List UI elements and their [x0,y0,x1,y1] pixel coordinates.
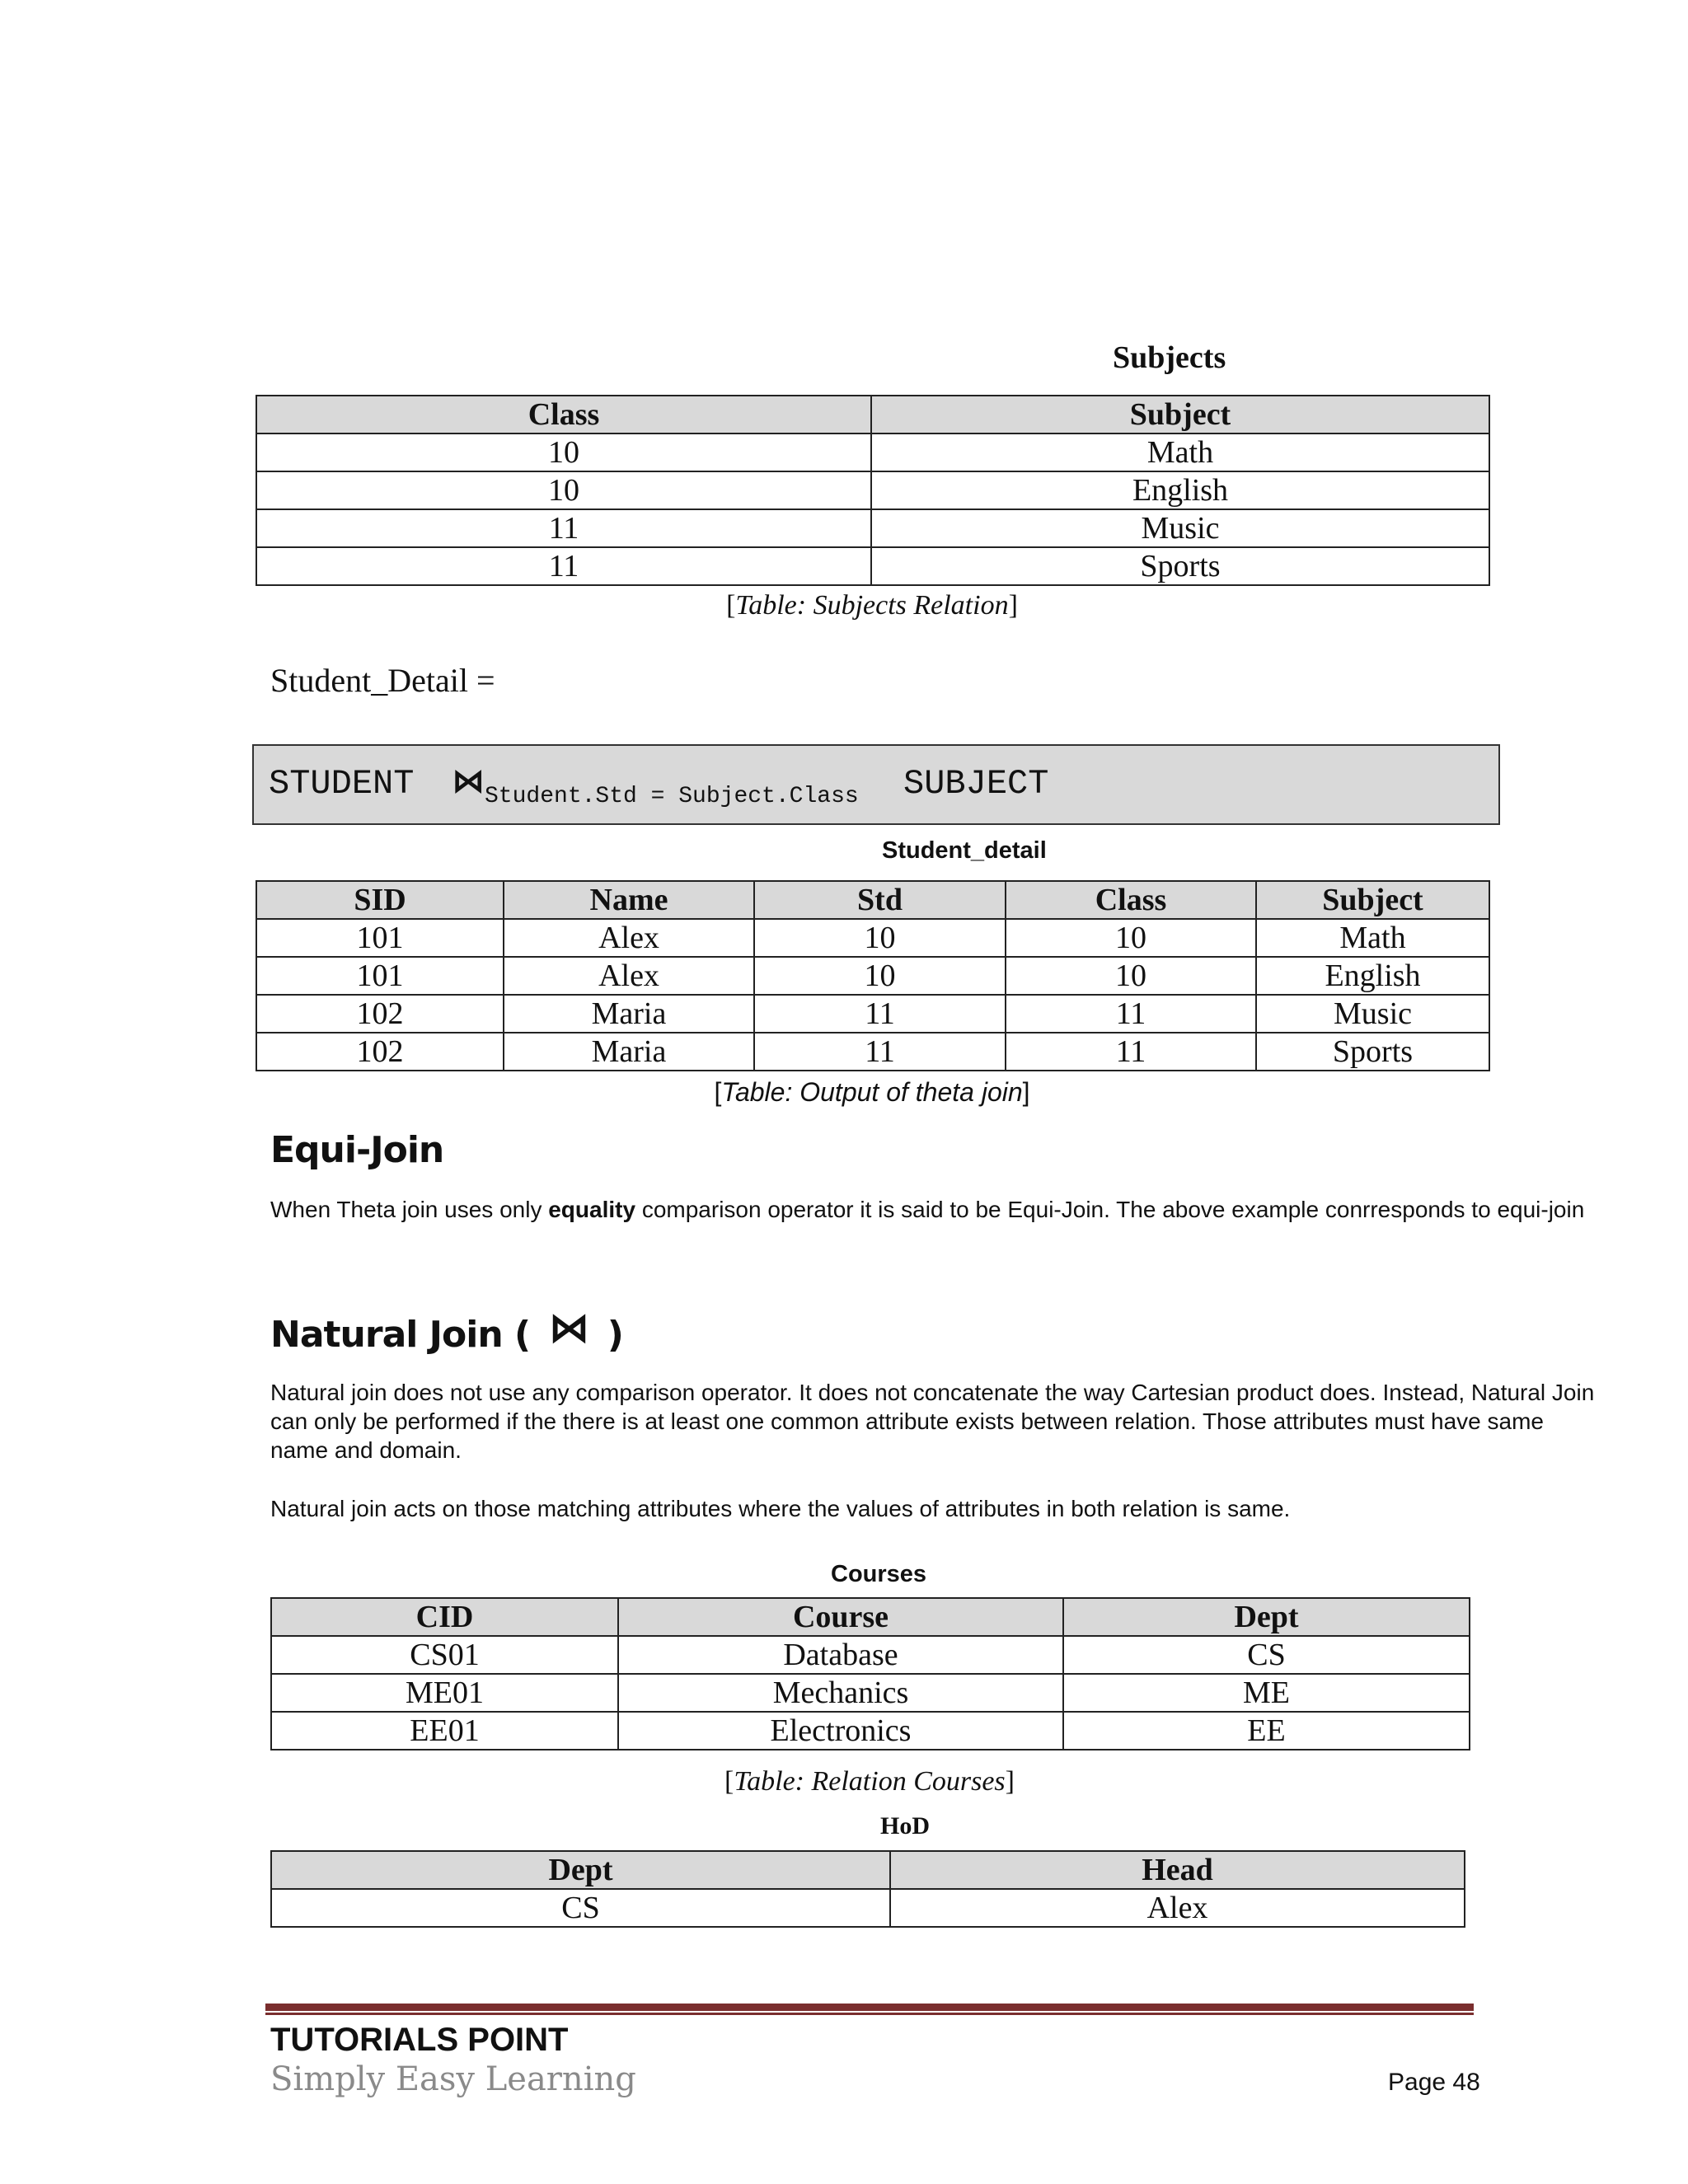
caption-bracket: [ [724,1766,734,1797]
footer-tagline: Simply Easy Learning [270,2060,636,2098]
subjects-table-title: Subjects [1113,340,1226,375]
column-header: Name [504,881,754,919]
table-row [256,547,1489,585]
formula-condition: Student.Std = Subject.Class [485,784,859,809]
table-row [256,434,1489,471]
table-row [256,957,1489,995]
caption-bracket: [ [714,1077,722,1107]
table-cell: English [871,471,1489,509]
equi-join-paragraph [270,1195,1606,1224]
table-cell: Math [871,434,1489,471]
table-cell: EE [1063,1712,1470,1750]
table-cell: 10 [1006,957,1256,995]
bowtie-icon: ⋈ [452,763,485,799]
table-row [256,509,1489,547]
subjects-table-caption [256,590,1489,621]
student-detail-table-title: Student_detail [882,837,1047,864]
column-header: Course [618,1598,1063,1636]
subjects-table [256,395,1490,586]
caption-bracket: ] [1005,1766,1015,1797]
table-row [256,1033,1489,1071]
paragraph-text: When Theta join uses only [270,1197,549,1222]
table-header-row [271,1598,1470,1636]
page-number: Page 48 [1388,2069,1480,2096]
table-cell: ME [1063,1674,1470,1712]
table-cell: CS01 [271,1636,618,1674]
table-cell: 102 [256,1033,504,1071]
table-cell: 10 [754,919,1006,957]
column-header: Subject [871,396,1489,434]
table-cell: 11 [256,509,871,547]
natural-join-paragraph-2: Natural join acts on those matching attributes where the values of attributes in both relation is same. [270,1496,1291,1521]
paragraph-text: comparison operator it is said to be Equi-Join. The above example conrresponds to equi-join [635,1197,1585,1222]
table-cell: 11 [754,995,1006,1033]
table-cell: Alex [504,919,754,957]
table-cell: CS [1063,1636,1470,1674]
table-cell: 11 [256,547,871,585]
table-cell: Math [1256,919,1489,957]
table-cell: 10 [256,434,871,471]
caption-text: Table: Output of theta join [721,1077,1023,1107]
table-cell: 101 [256,919,504,957]
table-cell: Mechanics [618,1674,1063,1712]
table-row [271,1636,1470,1674]
hod-table-title: HoD [880,1812,930,1840]
table-row [271,1674,1470,1712]
table-row [271,1889,1465,1927]
table-row [256,995,1489,1033]
column-header: Std [754,881,1006,919]
table-cell: 102 [256,995,504,1033]
table-cell: 11 [1006,995,1256,1033]
courses-table-caption [270,1766,1469,1797]
formula-right-relation: SUBJECT [903,764,1049,804]
table-cell: 10 [754,957,1006,995]
bowtie-icon: ⋈ [548,1304,589,1352]
footer-rule-thin [265,2013,1474,2015]
column-header: Dept [1063,1598,1470,1636]
table-cell: 11 [1006,1033,1256,1071]
column-header: Class [1006,881,1256,919]
courses-table-title: Courses [831,1561,927,1587]
table-cell: ME01 [271,1674,618,1712]
caption-text: Table: Subjects Relation [735,590,1009,621]
table-cell: CS [271,1889,890,1927]
student-detail-label: Student_Detail = [270,662,495,699]
heading-text: Natural Join ( [270,1314,531,1356]
caption-bracket: [ [726,590,736,621]
column-header: Head [890,1851,1465,1889]
table-row [256,471,1489,509]
table-cell: Sports [871,547,1489,585]
table-row [256,919,1489,957]
table-cell: Database [618,1636,1063,1674]
table-cell: Maria [504,995,754,1033]
caption-bracket: ] [1022,1077,1030,1107]
equi-join-heading: Equi-Join [270,1129,444,1171]
column-header: Subject [1256,881,1489,919]
table-row [271,1712,1470,1750]
table-cell: Music [871,509,1489,547]
table-cell: 10 [1006,919,1256,957]
table-cell: English [1256,957,1489,995]
caption-bracket: ] [1008,590,1018,621]
column-header: CID [271,1598,618,1636]
courses-table [270,1597,1470,1750]
footer-brand: TUTORIALS POINT [270,2022,569,2058]
natural-join-heading [270,1304,623,1357]
table-header-row [256,881,1489,919]
table-header-row [271,1851,1465,1889]
hod-table [270,1850,1465,1928]
column-header: SID [256,881,504,919]
table-cell: EE01 [271,1712,618,1750]
table-cell: Alex [504,957,754,995]
natural-join-paragraph-1: Natural join does not use any comparison operator. It does not concatenate the way Cartesian product does. Instead, Natural Join can only be performed if the there is at least one common attribute exists between relation. Those attributes must have same name and domain. [270,1380,1595,1463]
heading-text: ) [607,1314,623,1356]
table-cell: Maria [504,1033,754,1071]
theta-join-formula [252,744,1500,825]
formula-left-relation: STUDENT [269,764,415,804]
student-detail-table-caption [256,1077,1489,1108]
column-header: Class [256,396,871,434]
table-cell: Music [1256,995,1489,1033]
caption-text: Table: Relation Courses [734,1766,1006,1797]
table-cell: 11 [754,1033,1006,1071]
table-header-row [256,396,1489,434]
table-cell: 10 [256,471,871,509]
emphasis-text: equality [548,1197,636,1222]
table-cell: Alex [890,1889,1465,1927]
footer-rule [265,2004,1474,2011]
table-cell: 101 [256,957,504,995]
student-detail-table [256,880,1490,1071]
column-header: Dept [271,1851,890,1889]
table-cell: Sports [1256,1033,1489,1071]
table-cell: Electronics [618,1712,1063,1750]
